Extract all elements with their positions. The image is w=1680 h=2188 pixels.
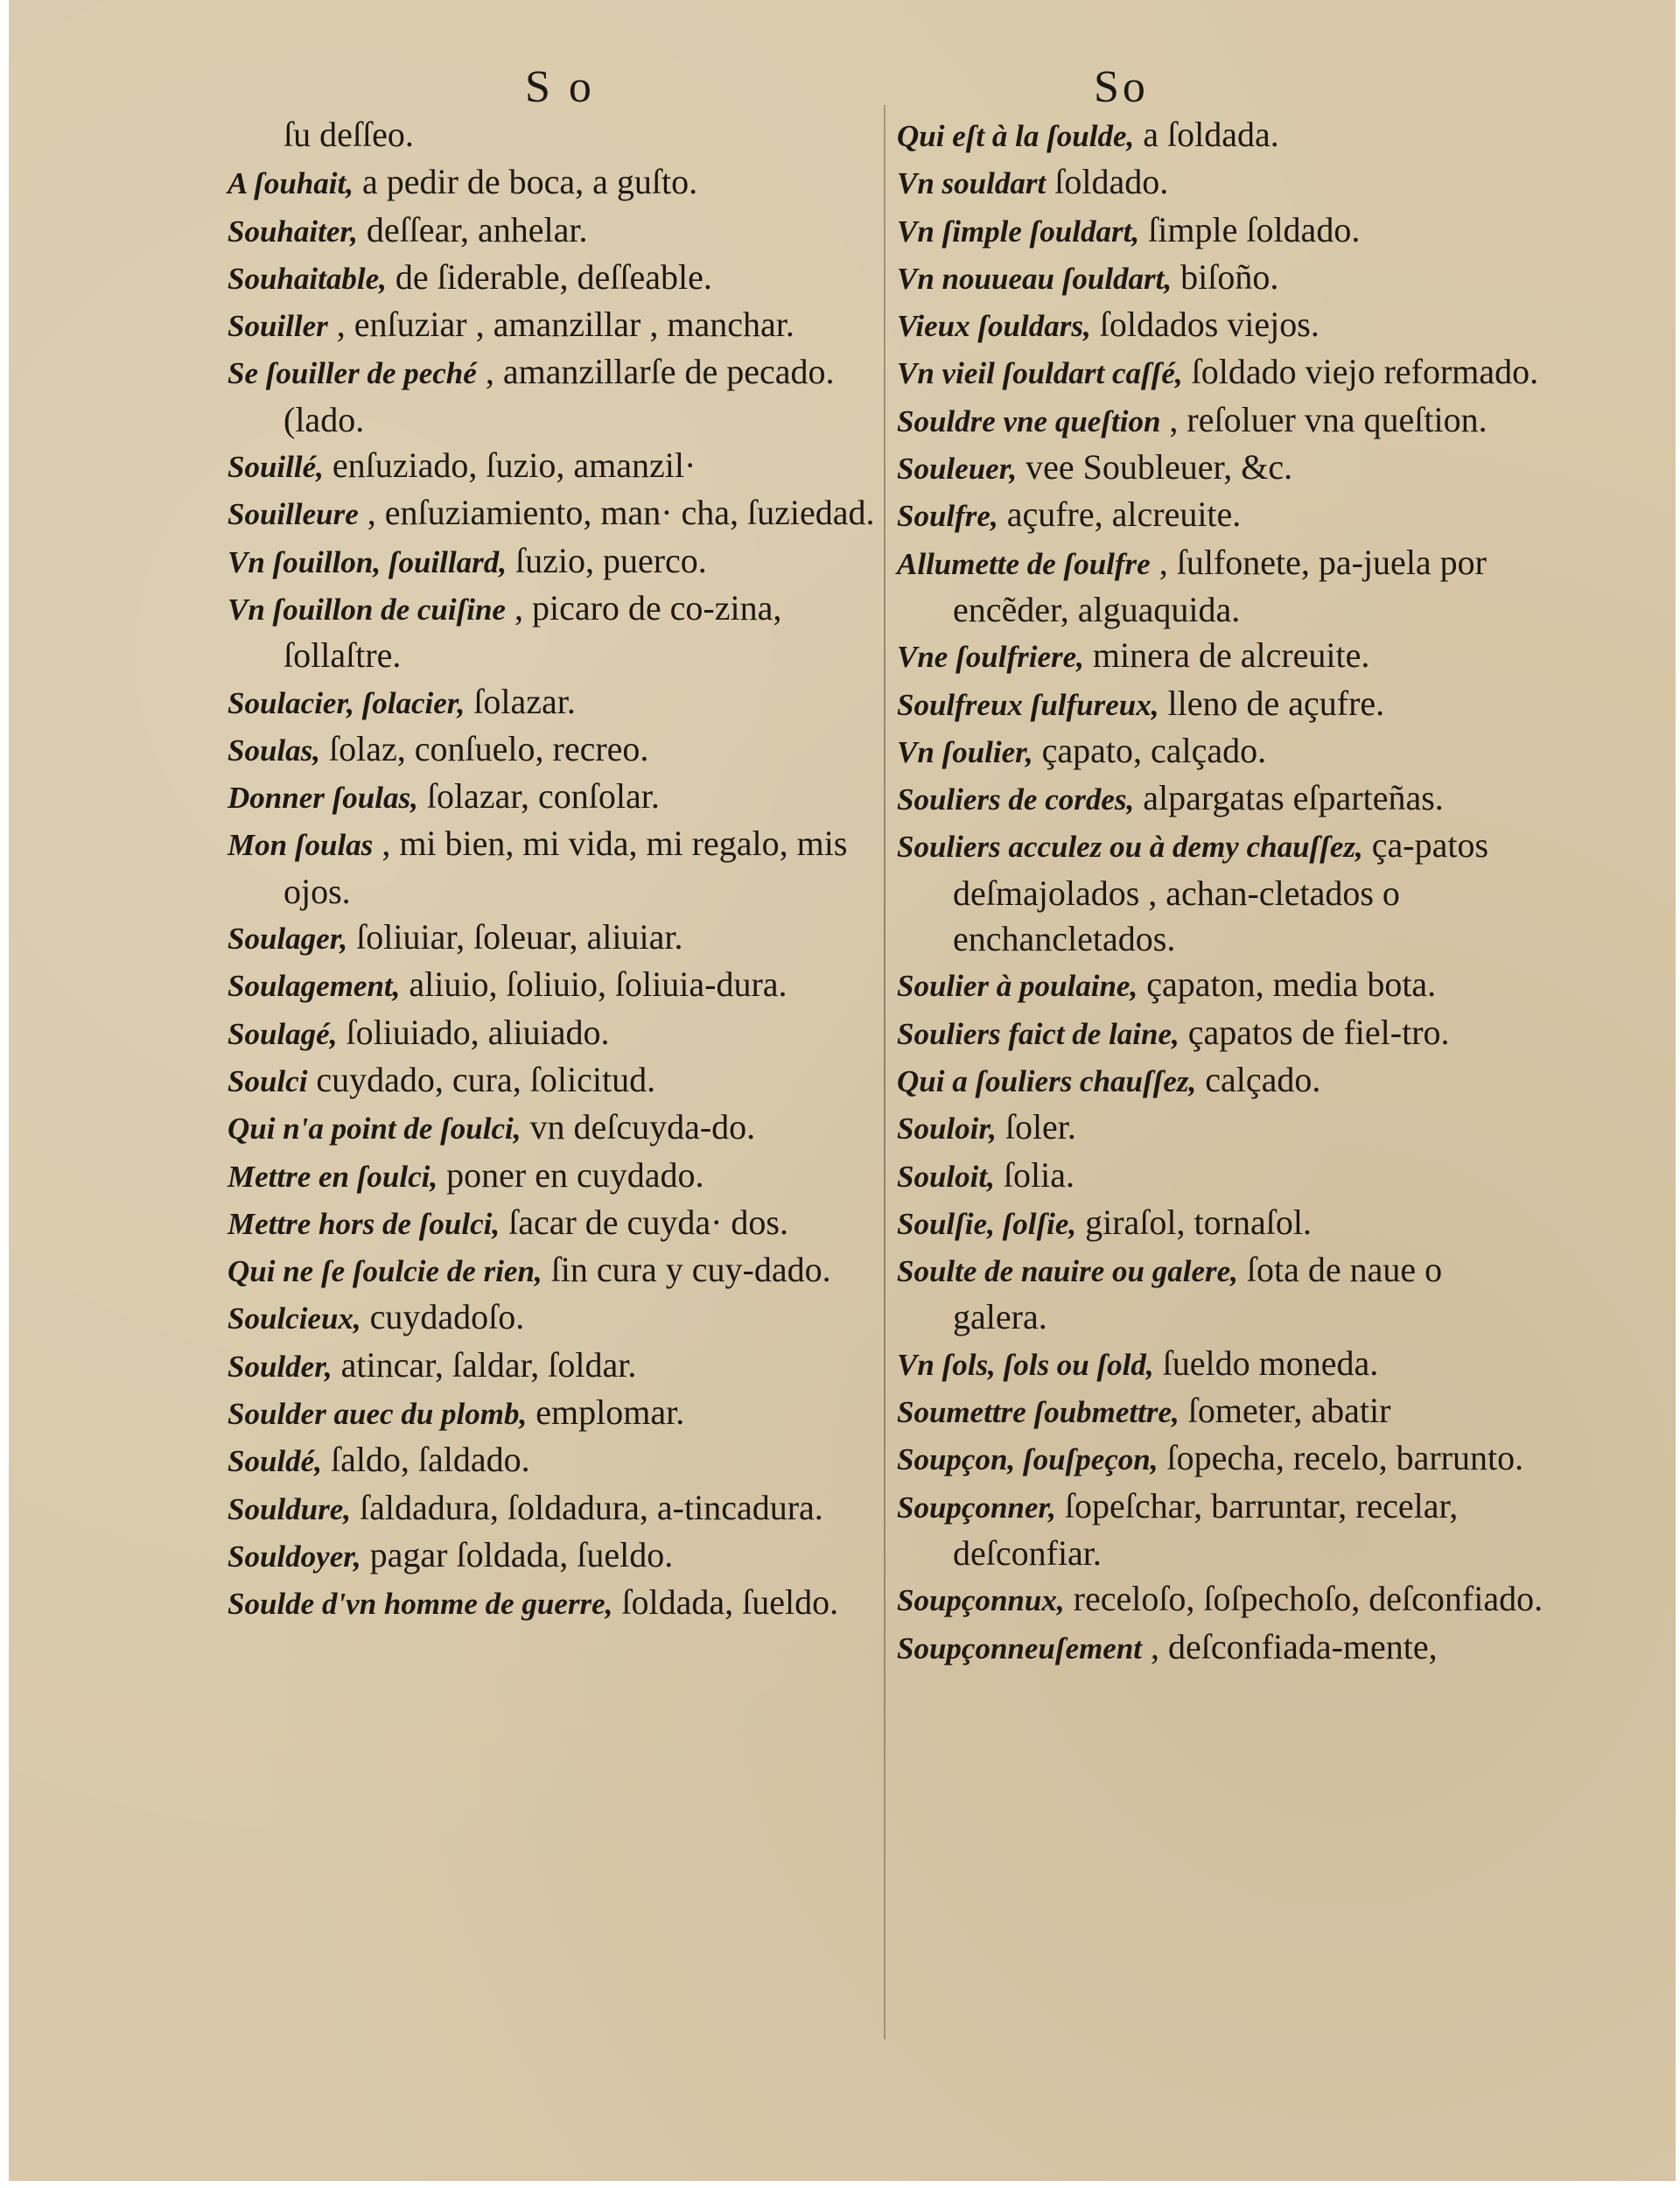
entry-headword: Souloit, bbox=[897, 1159, 995, 1194]
dictionary-entry bbox=[897, 1200, 1544, 1247]
entry-headword: Allumette de ſoulfre bbox=[897, 546, 1151, 581]
entry-definition: , picaro de co-zina, ſollaſtre. bbox=[284, 587, 782, 676]
dictionary-entry bbox=[228, 1390, 884, 1437]
dictionary-entry bbox=[228, 443, 884, 490]
entry-headword: Soulcieux, bbox=[228, 1301, 361, 1336]
dictionary-entry bbox=[228, 1294, 884, 1342]
entry-definition: ſopeſchar, barruntar, recelar, deſconfiar. bbox=[953, 1485, 1459, 1573]
entry-definition: ſimple ſoldado. bbox=[1139, 209, 1361, 249]
entry-definition: çapato, calçado. bbox=[1032, 730, 1267, 770]
dictionary-entry bbox=[228, 1153, 884, 1200]
entry-headword: Soulte de nauire ou galere, bbox=[897, 1254, 1238, 1289]
entry-definition: biſoño. bbox=[1172, 256, 1279, 297]
entry-headword: Vn ſouillon de cuiſine bbox=[228, 592, 506, 627]
dictionary-entry bbox=[228, 1010, 884, 1057]
entry-definition: minera de alcreuite. bbox=[1083, 635, 1370, 676]
entry-definition: deſſear, anhelar. bbox=[357, 209, 588, 249]
dictionary-entry bbox=[228, 1247, 884, 1294]
running-head-right: So bbox=[1094, 62, 1149, 112]
dictionary-entry bbox=[228, 1580, 884, 1627]
entry-definition: lleno de açufre. bbox=[1158, 683, 1385, 723]
entry-headword: Soupçon, ſouſpeçon, bbox=[897, 1442, 1158, 1477]
dictionary-entry bbox=[897, 775, 1544, 823]
dictionary-entry bbox=[228, 821, 884, 915]
column-divider bbox=[884, 105, 886, 2039]
entry-headword: Qui n'a point de ſoulci, bbox=[228, 1112, 522, 1147]
entry-headword: Souhaiter, bbox=[228, 214, 358, 249]
entry-headword: Qui a ſouliers chauſſez, bbox=[897, 1063, 1197, 1098]
entry-definition: pagar ſoldada, ſueldo. bbox=[360, 1534, 674, 1574]
dictionary-entry bbox=[228, 1105, 884, 1152]
entry-definition: , mi bien, mi vida, mi regalo, mis ojos. bbox=[284, 824, 848, 911]
dictionary-entry bbox=[897, 112, 1544, 159]
entry-headword: Donner ſoulas, bbox=[228, 781, 418, 816]
dictionary-entry bbox=[897, 445, 1544, 492]
dictionary-entry bbox=[897, 397, 1544, 445]
entry-definition: ſoldados viejos. bbox=[1090, 305, 1320, 345]
entry-definition: ſopecha, recelo, barrunto. bbox=[1158, 1438, 1524, 1478]
dictionary-entry bbox=[897, 823, 1544, 962]
dictionary-entry bbox=[228, 1057, 884, 1105]
entry-headword: Vn vieil ſouldart caſſé, bbox=[897, 356, 1183, 391]
entry-definition: giraſol, tornaſol. bbox=[1076, 1202, 1312, 1242]
dictionary-entry bbox=[228, 1532, 884, 1580]
entry-headword: Soulde d'vn homme de guerre, bbox=[228, 1587, 613, 1622]
entry-definition: a pedir de boca, a guſto. bbox=[353, 162, 698, 202]
entry-headword: Soulci bbox=[228, 1063, 308, 1098]
entry-definition: ſuzio, puerco. bbox=[506, 540, 707, 580]
entry-headword: Mettre hors de ſoulci, bbox=[228, 1206, 500, 1241]
right-column bbox=[897, 112, 1544, 1672]
dictionary-entry bbox=[897, 255, 1544, 302]
entry-headword: Soulder, bbox=[228, 1349, 332, 1384]
dictionary-entry bbox=[897, 1010, 1544, 1057]
dictionary-entry bbox=[897, 962, 1544, 1009]
entry-headword: Soulas, bbox=[228, 733, 321, 768]
dictionary-entry bbox=[228, 774, 884, 821]
entry-headword: A ſouhait, bbox=[228, 166, 354, 201]
entry-definition: , enſuziar , amanzillar , manchar. bbox=[327, 305, 794, 345]
dictionary-entry bbox=[897, 633, 1544, 680]
dictionary-entry bbox=[897, 540, 1544, 634]
dictionary-entry bbox=[897, 1057, 1544, 1105]
dictionary-entry bbox=[228, 255, 884, 302]
entry-headword: Vne ſoulfriere, bbox=[897, 640, 1084, 675]
dictionary-entry bbox=[897, 492, 1544, 539]
entry-definition: ſolia. bbox=[994, 1154, 1074, 1195]
entry-headword: Soupçonnux, bbox=[897, 1583, 1065, 1618]
entry-headword: Souldoyer, bbox=[228, 1539, 361, 1574]
entry-definition: , deſconfiada-mente, bbox=[1142, 1626, 1438, 1666]
dictionary-entry bbox=[228, 679, 884, 726]
entry-definition: çapaton, media bota. bbox=[1138, 964, 1437, 1005]
entry-definition: atincar, ſaldar, ſoldar. bbox=[332, 1344, 637, 1385]
left-column bbox=[228, 112, 884, 1628]
entry-definition: ſoliuiar, ſoleuar, aliuiar. bbox=[347, 917, 683, 957]
entry-definition: receloſo, ſoſpechoſo, deſconfiado. bbox=[1064, 1579, 1544, 1619]
entry-headword: Souiller bbox=[228, 309, 328, 344]
entry-headword: Soupçonner, bbox=[897, 1490, 1056, 1525]
entry-headword: Vn ſimple ſouldart, bbox=[897, 214, 1140, 249]
dictionary-entry bbox=[897, 1341, 1544, 1388]
dictionary-page bbox=[9, 0, 1676, 2181]
entry-definition: ſueldo moneda. bbox=[1153, 1343, 1379, 1383]
dictionary-entry bbox=[897, 1624, 1544, 1672]
entry-headword: Soumettre ſoubmettre, bbox=[897, 1395, 1180, 1430]
entry-headword: Soulfre, bbox=[897, 499, 998, 534]
entry-headword: Soulagement, bbox=[228, 969, 401, 1004]
entry-definition: de ſiderable, deſſeable. bbox=[386, 256, 712, 297]
entry-definition: ſacar de cuyda· dos. bbox=[500, 1202, 788, 1242]
entry-headword: Soulacier, ſolacier, bbox=[228, 685, 466, 720]
dictionary-entry bbox=[897, 681, 1544, 728]
entry-definition: ſolaz, conſuelo, recreo. bbox=[320, 728, 649, 768]
entry-definition: , enſuziamiento, man· cha, ſuziedad. bbox=[358, 493, 875, 533]
entry-definition: ſaldo, ſaldado. bbox=[321, 1440, 530, 1480]
entry-headword: Souldre vne queſtion bbox=[897, 403, 1161, 438]
entry-definition: ſoldado viejo reformado. bbox=[1182, 352, 1539, 392]
entry-definition: ſolazar. bbox=[465, 681, 576, 721]
entry-definition: ſaldadura, ſoldadura, a-tincadura. bbox=[351, 1487, 823, 1527]
entry-headword: Qui eſt à la ſoulde, bbox=[897, 119, 1135, 153]
entry-headword: Vn ſouillon, ſouillard, bbox=[228, 544, 507, 579]
entry-headword: Soulder auec du plomb, bbox=[228, 1397, 528, 1432]
entry-definition: emplomar. bbox=[527, 1392, 685, 1433]
entry-definition: calçado. bbox=[1196, 1059, 1321, 1099]
dictionary-entry bbox=[897, 1153, 1544, 1200]
entry-headword: Soulier à poulaine, bbox=[897, 969, 1138, 1004]
dictionary-entry bbox=[897, 1576, 1544, 1623]
entry-headword: Souleuer, bbox=[897, 452, 1018, 487]
dictionary-entry bbox=[897, 349, 1544, 396]
dictionary-entry bbox=[228, 1485, 884, 1532]
dictionary-entry bbox=[897, 1483, 1544, 1577]
entry-definition: enſuziado, ſuzio, amanzil· bbox=[323, 445, 696, 486]
entry-headword: Souliers de cordes, bbox=[897, 782, 1135, 817]
entry-headword: Soulagé, bbox=[228, 1016, 338, 1051]
dictionary-entry bbox=[897, 207, 1544, 255]
entry-headword: Vn ſols, ſols ou ſold, bbox=[897, 1347, 1154, 1382]
entry-definition: ſometer, abatir bbox=[1179, 1391, 1391, 1431]
entry-headword: Vieux ſouldars, bbox=[897, 309, 1091, 344]
entry-definition: ſolazar, conſolar. bbox=[417, 776, 660, 817]
entry-definition: cuydado, cura, ſolicitud. bbox=[307, 1059, 656, 1099]
entry-definition: ſoliuiado, aliuiado. bbox=[337, 1012, 610, 1052]
dictionary-entry bbox=[228, 207, 884, 255]
entry-headword: Souldé, bbox=[228, 1444, 322, 1479]
entry-definition: ſota de naue o galera. bbox=[953, 1250, 1443, 1337]
dictionary-entry bbox=[897, 1247, 1544, 1341]
entry-definition: , reſoluer vna queſtion. bbox=[1160, 399, 1488, 439]
entry-definition: ſin cura y cuy-dado. bbox=[542, 1250, 831, 1290]
entry-headword: Souilleure bbox=[228, 497, 359, 532]
dictionary-entry bbox=[897, 1435, 1544, 1483]
entry-definition: ſoler. bbox=[996, 1107, 1076, 1147]
dictionary-entry bbox=[228, 726, 884, 774]
running-head-left: S o bbox=[525, 62, 595, 112]
dictionary-entry bbox=[897, 728, 1544, 775]
entry-definition: , ſulfonete, pa-juela por encẽder, alguaquida. bbox=[953, 542, 1487, 629]
entry-headword: Mettre en ſoulci, bbox=[228, 1159, 438, 1194]
dictionary-entry bbox=[897, 1388, 1544, 1435]
dictionary-entry bbox=[228, 159, 884, 207]
entry-headword: Soulager, bbox=[228, 922, 348, 957]
entry-definition: aliuio, ſoliuio, ſoliuia-dura. bbox=[400, 964, 788, 1005]
entry-definition: ſoldado. bbox=[1046, 162, 1169, 202]
entry-definition: ſoldada, ſueldo. bbox=[612, 1582, 839, 1623]
dictionary-entry bbox=[228, 490, 884, 537]
dictionary-entry bbox=[897, 1105, 1544, 1152]
entry-definition: cuydadoſo. bbox=[360, 1297, 525, 1337]
entry-headword: Souloir, bbox=[897, 1112, 997, 1147]
dictionary-entry bbox=[228, 1437, 884, 1484]
entry-headword: Soulſie, ſolſie, bbox=[897, 1206, 1077, 1241]
entry-definition: açufre, alcreuite. bbox=[998, 494, 1242, 535]
dictionary-entry bbox=[897, 302, 1544, 349]
dictionary-entry bbox=[228, 1343, 884, 1390]
entry-headword: Soupçonneuſement bbox=[897, 1630, 1143, 1666]
entry-headword: Souliers acculez ou à demy chauſſez, bbox=[897, 830, 1363, 865]
dictionary-entry bbox=[228, 538, 884, 586]
dictionary-entry bbox=[228, 349, 884, 443]
entry-headword: Souldure, bbox=[228, 1491, 352, 1526]
entry-headword: Souliers faict de laine, bbox=[897, 1016, 1180, 1051]
dictionary-entry bbox=[228, 112, 884, 159]
entry-definition: ſu deſſeo. bbox=[284, 115, 414, 154]
dictionary-entry bbox=[228, 1200, 884, 1247]
dictionary-entry bbox=[228, 915, 884, 962]
entry-definition: çapatos de fiel-tro. bbox=[1179, 1012, 1450, 1052]
entry-definition: a ſoldada. bbox=[1134, 115, 1279, 154]
dictionary-entry bbox=[228, 586, 884, 679]
entry-definition: ça-patos deſmajolados , achan-cletados o enchancletados. bbox=[953, 825, 1489, 959]
entry-definition: alpargatas eſparteñas. bbox=[1134, 778, 1444, 818]
entry-headword: Souillé, bbox=[228, 450, 324, 485]
entry-definition: vee Soubleuer, &c. bbox=[1017, 447, 1293, 487]
dictionary-entry bbox=[228, 302, 884, 349]
entry-headword: Vn ſoulier, bbox=[897, 734, 1033, 769]
entry-headword: Se ſouiller de peché bbox=[228, 356, 477, 391]
entry-headword: Souhaitable, bbox=[228, 261, 387, 296]
entry-definition: vn deſcuyda-do. bbox=[521, 1107, 756, 1147]
entry-definition: poner en cuydado. bbox=[438, 1154, 704, 1195]
entry-headword: Mon ſoulas bbox=[228, 828, 374, 863]
entry-headword: Vn souldart bbox=[897, 166, 1046, 201]
dictionary-entry bbox=[228, 962, 884, 1009]
entry-definition: , amanzillarſe de pecado. (lado. bbox=[284, 352, 835, 439]
entry-headword: Qui ne ſe ſoulcie de rien, bbox=[228, 1254, 542, 1289]
entry-headword: Soulfreux ſulfureux, bbox=[897, 687, 1159, 722]
entry-headword: Vn nouueau ſouldart, bbox=[897, 261, 1172, 296]
dictionary-entry bbox=[897, 159, 1544, 207]
